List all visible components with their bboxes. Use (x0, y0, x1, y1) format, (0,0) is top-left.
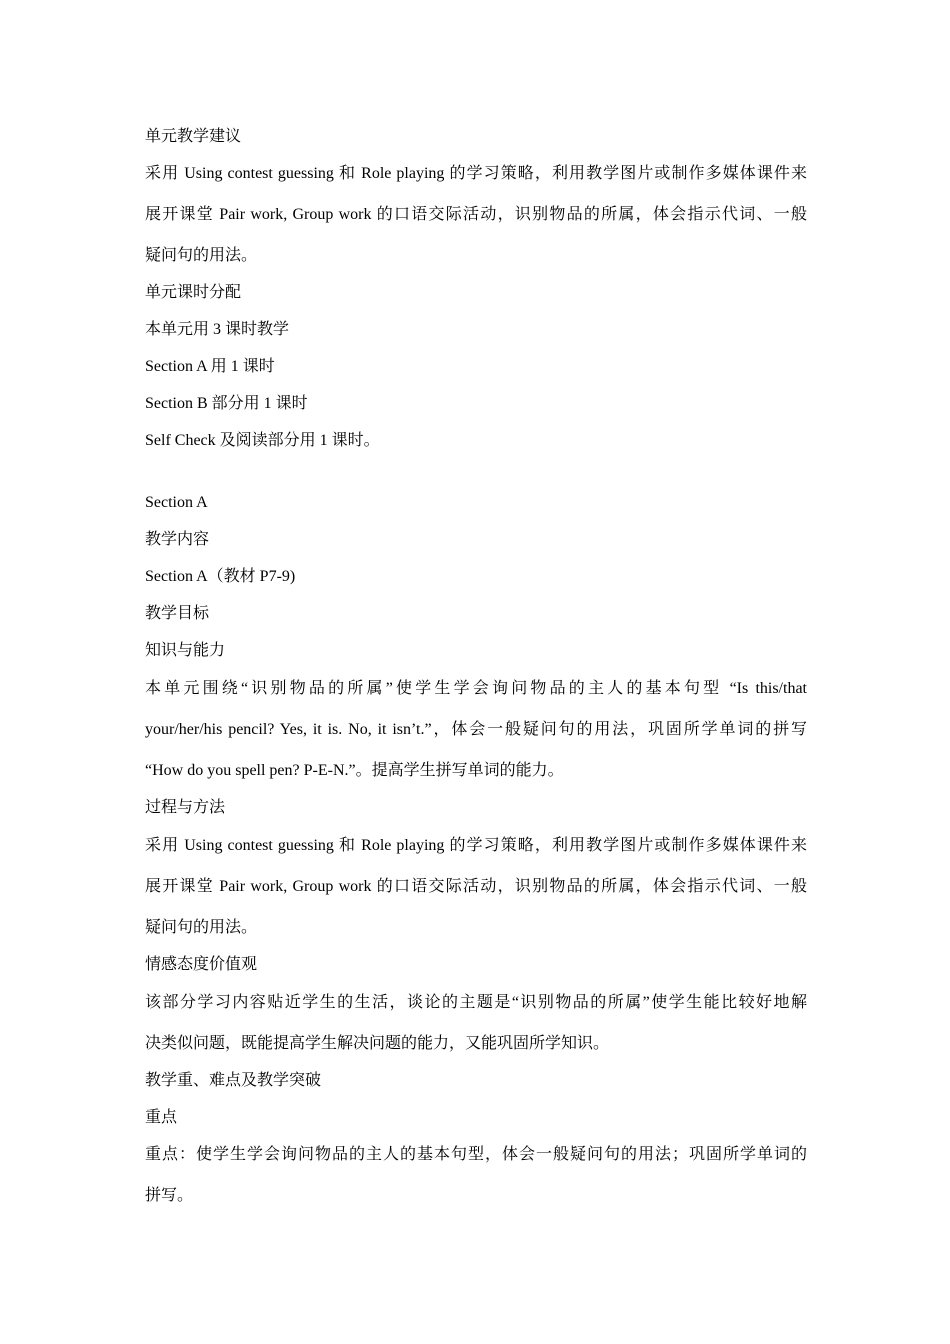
content-text: Section A（教材 P7-9) (145, 568, 296, 585)
hours-line: Section A 用 1 课时 (145, 358, 275, 375)
process-paragraph-line: 采用 Using contest guessing 和 Role playing 的学习策略，利用教学图片或制作多媒体课件来 (145, 837, 807, 854)
hours-heading: 单元课时分配 (145, 284, 242, 301)
goals-heading: 教学目标 (145, 605, 210, 622)
emotion-paragraph-line: 该部分学习内容贴近学生的生活，谈论的主题是“识别物品的所属”使学生能比较好地解 (145, 994, 807, 1011)
key-paragraph-line: 拼写。 (145, 1187, 194, 1204)
unit-suggestion-paragraph-line: 疑问句的用法。 (145, 247, 258, 264)
key-paragraph-line: 重点：使学生学会询问物品的主人的基本句型，体会一般疑问句的用法；巩固所学单词的 (145, 1146, 807, 1163)
hours-line: 本单元用 3 课时教学 (145, 321, 290, 338)
section-a-title: Section A (145, 494, 208, 511)
knowledge-paragraph-line: 本单元围绕“识别物品的所属”使学生学会询问物品的主人的基本句型 “Is this/that (145, 680, 807, 697)
unit-suggestion-paragraph-line: 展开课堂 Pair work, Group work 的口语交际活动，识别物品的所属，体会指示代词、一般 (145, 206, 807, 223)
process-paragraph-line: 展开课堂 Pair work, Group work 的口语交际活动，识别物品的所属，体会指示代词、一般 (145, 878, 807, 895)
emotion-paragraph-line: 决类似问题，既能提高学生解决问题的能力，又能巩固所学知识。 (145, 1035, 610, 1052)
hours-line: Self Check 及阅读部分用 1 课时。 (145, 432, 380, 449)
unit-suggestion-paragraph-line: 采用 Using contest guessing 和 Role playing 的学习策略，利用教学图片或制作多媒体课件来 (145, 165, 807, 182)
key-heading: 重点 (145, 1109, 178, 1126)
unit-suggestion-heading: 单元教学建议 (145, 128, 242, 145)
content-heading: 教学内容 (145, 531, 210, 548)
knowledge-paragraph-line: your/her/his pencil? Yes, it is. No, it isn’t.”，体会一般疑问句的用法，巩固所学单词的拼写 (145, 721, 807, 738)
key-difficult-heading: 教学重、难点及教学突破 (145, 1072, 322, 1089)
knowledge-paragraph-line: “How do you spell pen? P-E-N.”。提高学生拼写单词的能力。 (145, 762, 564, 779)
knowledge-heading: 知识与能力 (145, 642, 226, 659)
emotion-heading: 情感态度价值观 (145, 956, 258, 973)
process-heading: 过程与方法 (145, 799, 226, 816)
process-paragraph-line: 疑问句的用法。 (145, 919, 258, 936)
hours-line: Section B 部分用 1 课时 (145, 395, 308, 412)
